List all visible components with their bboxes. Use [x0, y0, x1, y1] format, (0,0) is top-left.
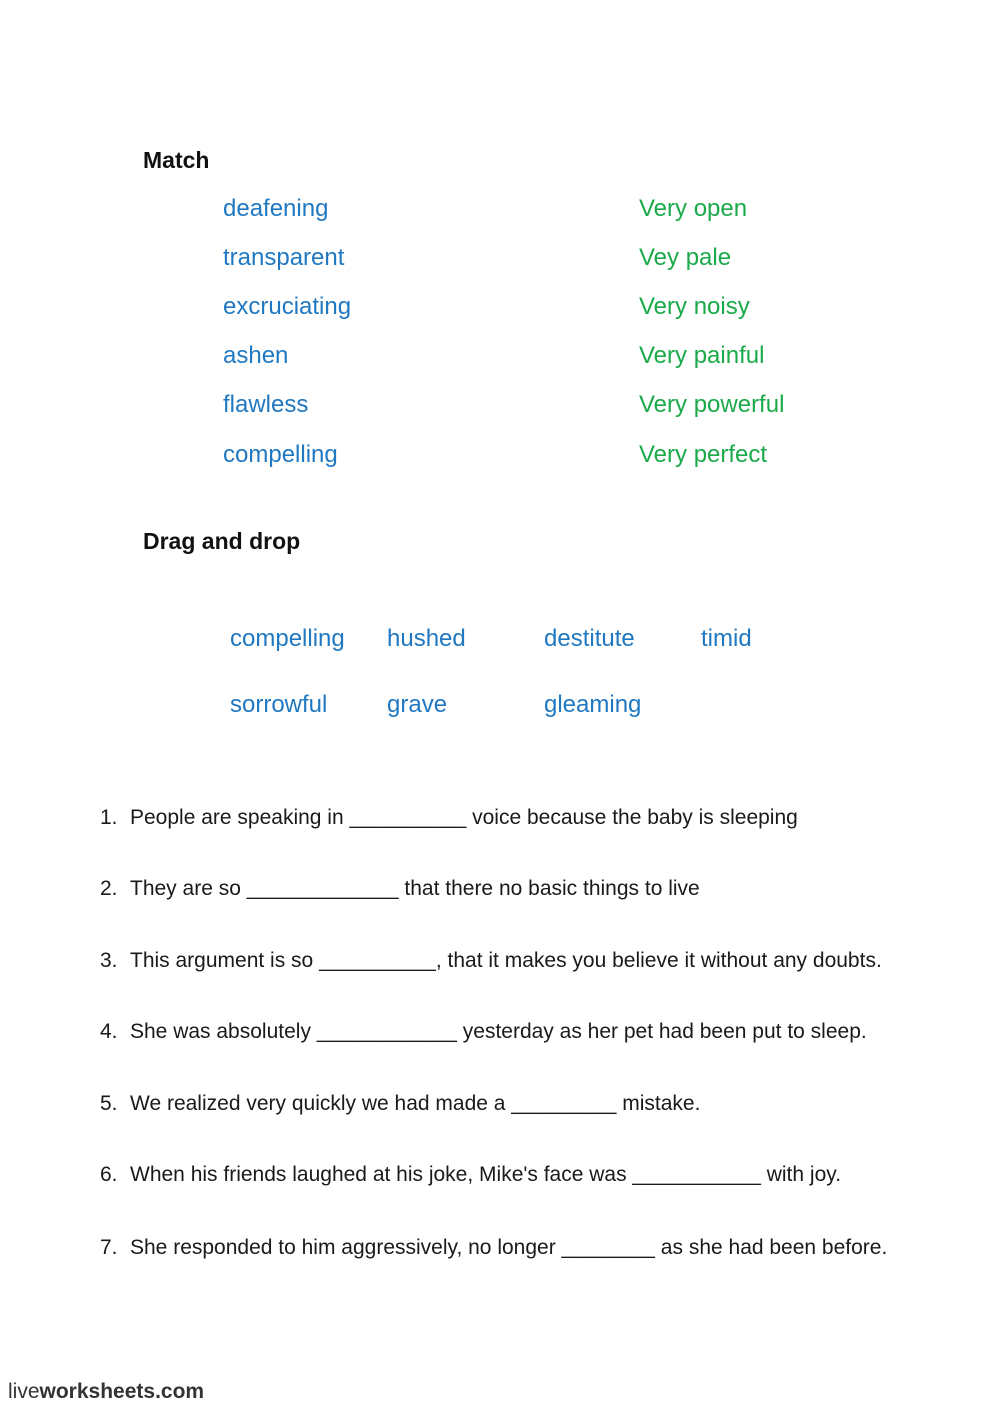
sentence-3[interactable] [100, 949, 882, 973]
sentence-2[interactable] [100, 877, 700, 901]
sentence-number: 3. [100, 949, 118, 972]
drag-word-grave[interactable]: grave [387, 691, 448, 718]
sentence-number: 2. [100, 877, 118, 900]
match-word-compelling[interactable]: compelling [223, 441, 338, 468]
match-word-excruciating[interactable]: excruciating [223, 293, 352, 320]
sentence-text: She was absolutely ____________ yesterday as her pet had been put to sleep. [130, 1020, 867, 1043]
drag-word-destitute[interactable]: destitute [544, 625, 635, 652]
sentence-text: This argument is so __________, that it makes you believe it without any doubts. [130, 949, 882, 972]
drag-word-compelling[interactable]: compelling [230, 625, 345, 652]
sentence-text: She responded to him aggressively, no longer ________ as she had been before. [130, 1236, 888, 1259]
match-word-transparent[interactable]: transparent [223, 244, 345, 271]
sentence-text: People are speaking in __________ voice because the baby is sleeping [130, 806, 798, 829]
sentence-number: 4. [100, 1020, 118, 1043]
sentence-1[interactable] [100, 806, 798, 830]
match-meaning-3[interactable]: Very noisy [639, 293, 750, 320]
sentence-number: 6. [100, 1163, 118, 1186]
sentence-text: They are so _____________ that there no basic things to live [130, 877, 700, 900]
logo-bold-text: worksheets.com [39, 1380, 205, 1403]
drag-word-gleaming[interactable]: gleaming [544, 691, 642, 718]
match-heading: Match [143, 147, 210, 173]
sentence-5[interactable] [100, 1092, 700, 1116]
liveworksheets-logo[interactable] [8, 1380, 204, 1404]
drag-word-timid[interactable]: timid [701, 625, 752, 652]
match-meaning-6[interactable]: Very perfect [639, 441, 768, 468]
match-word-ashen[interactable]: ashen [223, 342, 289, 369]
match-meaning-2[interactable]: Vey pale [639, 244, 732, 271]
match-meaning-4[interactable]: Very painful [639, 342, 765, 369]
sentence-6[interactable] [100, 1163, 841, 1187]
sentence-text: When his friends laughed at his joke, Mike's face was ___________ with joy. [130, 1163, 842, 1186]
logo-light-text: live [8, 1380, 40, 1403]
match-word-deafening[interactable]: deafening [223, 195, 329, 222]
sentence-number: 7. [100, 1236, 118, 1259]
sentence-text: We realized very quickly we had made a _________ mistake. [130, 1092, 701, 1115]
sentence-4[interactable] [100, 1020, 867, 1044]
drag-word-sorrowful[interactable]: sorrowful [230, 691, 328, 718]
drag-word-hushed[interactable]: hushed [387, 625, 466, 652]
sentence-7[interactable] [100, 1236, 887, 1260]
drag-drop-heading: Drag and drop [143, 528, 301, 554]
sentence-number: 1. [100, 806, 118, 829]
match-word-flawless[interactable]: flawless [223, 391, 309, 418]
match-meaning-1[interactable]: Very open [639, 195, 748, 222]
match-meaning-5[interactable]: Very powerful [639, 391, 785, 418]
sentence-number: 5. [100, 1092, 118, 1115]
